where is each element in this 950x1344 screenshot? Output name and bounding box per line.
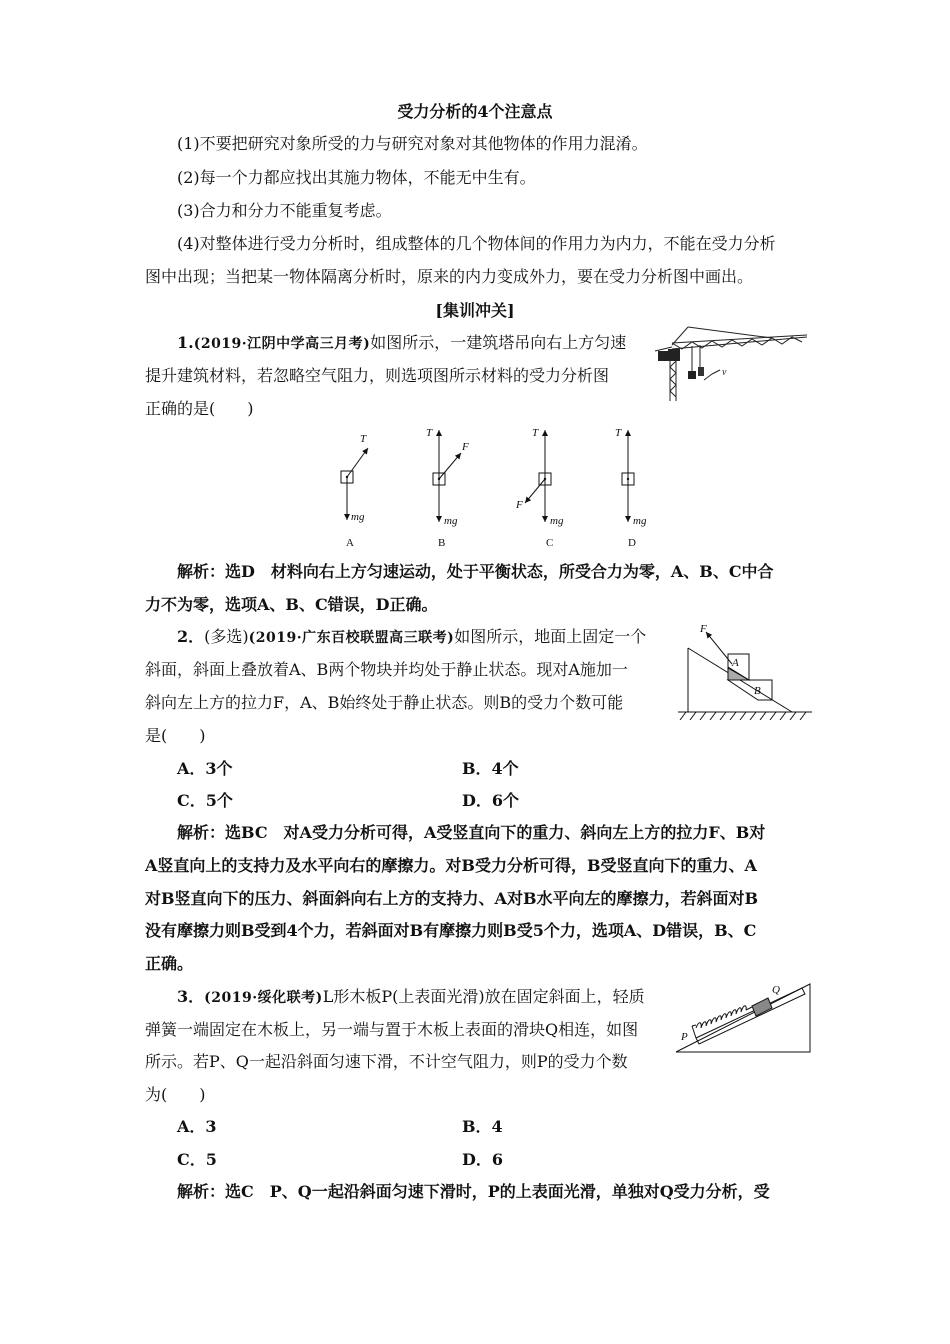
q3-line2: 弹簧一端固定在木板上，另一端与置于木板上表面的滑块Q相连，如图 [145, 1020, 639, 1039]
q3-option-a: A．3 [177, 1117, 217, 1136]
q1-line2: 提升建筑材料，若忽略空气阻力，则选项图所示材料的受力分析图 [145, 366, 610, 385]
q3-analysis-line1: 解析：选C P、Q一起沿斜面匀速下滑时，P的上表面光滑，单独对Q受力分析，受 [177, 1182, 770, 1201]
q2-source: (2019·广东百校联盟高三联考) [248, 630, 455, 646]
board-p [696, 988, 805, 1044]
q3-source: (2019·绥化联考) [204, 990, 323, 1006]
label-d-mg: mg [633, 515, 647, 527]
q2-line2: 斜面，斜面上叠放着A、B两个物块并均处于静止状态。现对A施加一 [145, 660, 628, 679]
label-a: A [346, 537, 354, 549]
label-d-t: T [615, 427, 622, 439]
q1-analysis-line2: 力不为零，选项A、B、C错误，D正确。 [145, 595, 438, 614]
q2-label-b: B [754, 685, 761, 697]
q1-text-1: 如图所示，一建筑塔吊向右上方匀速 [370, 333, 627, 352]
q3-number: 3． [177, 987, 205, 1006]
q2-line1 [177, 627, 646, 648]
q3-line1 [177, 987, 645, 1008]
section-title: [集训冲关] [435, 301, 515, 320]
q3-option-d: D．6 [462, 1150, 504, 1169]
crane-hook-load [688, 371, 696, 379]
label-a-mg: mg [351, 511, 365, 523]
q3-option-c: C．5 [177, 1150, 217, 1169]
label-a-t: T [360, 433, 367, 445]
crane-figure [652, 325, 812, 403]
label-b: B [438, 537, 446, 549]
q2-option-b: B．4个 [462, 759, 519, 778]
q1-analysis-line1: 解析：选D 材料向右上方匀速运动，处于平衡状态，所受合力为零，A、B、C中合 [177, 562, 774, 581]
q1-source: (2019·江阴中学高三月考) [193, 336, 371, 352]
block-q [752, 998, 772, 1016]
q2-label-f: F [700, 623, 707, 635]
label-c: C [546, 537, 554, 549]
label-b-mg: mg [444, 515, 458, 527]
building-material-block [698, 367, 704, 376]
note-4-line1: (4)对整体进行受力分析时，组成整体的几个物体间的作用力为内力，不能在受力分析 [177, 234, 776, 253]
q2-analysis-line5: 正确。 [145, 954, 194, 973]
label-c-mg: mg [550, 515, 564, 527]
label-b-t: T [426, 427, 433, 439]
diagram-b [433, 430, 461, 522]
q2-analysis-line2: A竖直向上的支持力及水平向右的摩擦力。对B受力分析可得，B受竖直向下的重力、A [145, 856, 757, 875]
page-title: 受力分析的4个注意点 [397, 102, 553, 121]
q1-force-diagrams [320, 420, 680, 550]
diagram-d [622, 430, 634, 522]
q2-option-d: D．6个 [462, 791, 520, 810]
q2-option-a: A．3个 [177, 759, 233, 778]
note-4-line2: 图中出现；当把某一物体隔离分析时，原来的内力变成外力，要在受力分析图中画出。 [145, 267, 754, 286]
label-c-f: F [516, 499, 523, 511]
q3-line4: 为( ) [145, 1085, 206, 1104]
q2-analysis-line4: 没有摩擦力则B受到4个力，若斜面对B有摩擦力则B受5个力，选项A、D错误，B、C [145, 921, 757, 940]
diagram-a [341, 448, 368, 520]
crane-cab [668, 349, 680, 361]
q2-text-1: 如图所示，地面上固定一个 [454, 627, 647, 646]
label-c-t: T [532, 427, 539, 439]
q2-label-a: A [732, 657, 739, 669]
q3-option-b: B．4 [462, 1117, 503, 1136]
q3-line3: 所示。若P、Q一起沿斜面匀速下滑，不计空气阻力，则P的受力个数 [145, 1052, 628, 1071]
q2-incline-figure [676, 620, 816, 720]
q3-label-p: P [681, 1031, 688, 1043]
spring [696, 1006, 746, 1028]
q1-line3: 正确的是( ) [145, 399, 254, 418]
note-2: (2)每一个力都应找出其施力物体，不能无中生有。 [177, 168, 536, 187]
q3-text-1: L形木板P(上表面光滑)放在固定斜面上，轻质 [322, 987, 645, 1006]
q1-velocity-label: v [722, 367, 727, 378]
q2-number: 2． [177, 627, 205, 646]
q2-multi-tag: (多选) [204, 627, 249, 646]
label-d: D [628, 537, 636, 549]
q2-analysis-line1: 解析：选BC 对A受力分析可得，A受竖直向下的重力、斜向左上方的拉力F、B对 [177, 823, 766, 842]
q2-option-c: C．5个 [177, 791, 233, 810]
q3-label-q: Q [772, 984, 780, 996]
label-b-f: F [462, 441, 469, 453]
q1-number: 1. [177, 333, 194, 352]
block-b [728, 680, 772, 700]
q1-line1 [177, 333, 626, 354]
note-1: (1)不要把研究对象所受的力与研究对象对其他物体的作用力混淆。 [177, 134, 648, 153]
note-3: (3)合力和分力不能重复考虑。 [177, 201, 392, 220]
q2-analysis-line3: 对B竖直向下的压力、斜面斜向右上方的支持力、A对B水平向左的摩擦力，若斜面对B [145, 889, 758, 908]
q2-line3: 斜向左上方的拉力F，A、B始终处于静止状态。则B的受力个数可能 [145, 693, 624, 712]
q2-line4: 是( ) [145, 726, 206, 745]
diagram-c [525, 430, 551, 522]
q3-spring-figure [672, 976, 814, 1056]
